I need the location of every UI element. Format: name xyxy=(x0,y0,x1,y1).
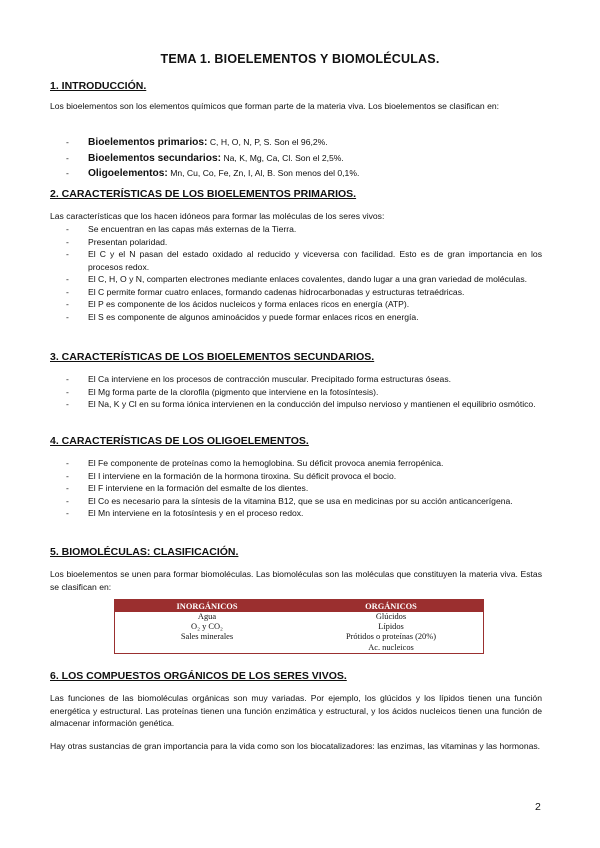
table-header-inorganic: INORGÁNICOS xyxy=(115,600,300,613)
table-header-organic: ORGÁNICOS xyxy=(299,600,484,613)
biomoleculas-intro: Los bioelementos se unen para formar biomoléculas. Las biomoléculas son las moléculas que constituyen la materia viva. Estas se clasifican en: xyxy=(50,569,542,592)
list-item: - El Mg forma parte de la clorofila (pigmento que interviene en la fotosíntesis). xyxy=(66,386,542,399)
primarios-intro: Las características que los hacen idóneos para formar las moléculas de los seres vivos: xyxy=(50,211,385,221)
document-title: TEMA 1. BIOELEMENTOS Y BIOMOLÉCULAS. xyxy=(160,52,440,66)
classification-table xyxy=(114,599,484,654)
heading-biomoleculas: 5. BIOMOLÉCULAS: CLASIFICACIÓN. xyxy=(50,546,239,558)
list-item: - Se encuentran en las capas más externas de la Tierra. xyxy=(66,223,542,236)
table-cell: Lípidos xyxy=(378,622,404,632)
table-cell: Agua xyxy=(197,612,217,621)
oligoelementos-list xyxy=(66,457,542,520)
list-item: - El Co es necesario para la síntesis de la vitamina B12, que se usa en medicinas por su acción anticancerígena. xyxy=(66,495,542,508)
table-cell: Sales minerales xyxy=(180,632,234,642)
bioelement-classes-list xyxy=(66,135,542,182)
heading-primarios: 2. CARACTERÍSTICAS DE LOS BIOELEMENTOS PRIMARIOS. xyxy=(50,188,357,200)
compuestos-paragraph-2: Hay otras sustancias de gran importancia para la vida como son los biocatalizadores: las enzimas, las vitaminas y las hormonas. xyxy=(50,741,541,751)
list-item: - El Na, K y Cl en su forma iónica intervienen en la conducción del impulso nervioso y mantienen el equilibrio osmótico. xyxy=(66,398,542,411)
table-cell: Glúcidos xyxy=(375,612,407,621)
organic-column xyxy=(299,612,484,653)
list-item: - El C y el N pasan del estado oxidado al reducido y viceversa con facilidad. Esto es de gran importancia en los procesos redox. xyxy=(66,248,542,273)
list-item: - El C permite formar cuatro enlaces, formando cadenas hidrocarbonadas y estructuras tetraédricas. xyxy=(66,286,542,299)
list-item: - El I interviene en la formación de la hormona tiroxina. Su déficit provoca el bocio. xyxy=(66,470,542,483)
table-cell: Prótidos o proteínas (20%) xyxy=(345,632,437,642)
intro-paragraph: Los bioelementos son los elementos químicos que forman parte de la materia viva. Los bioelementos se clasifican en: xyxy=(50,101,500,111)
heading-compuestos-organicos: 6. LOS COMPUESTOS ORGÁNICOS DE LOS SERES VIVOS. xyxy=(50,670,347,682)
primarios-list xyxy=(66,223,542,323)
list-item: - El Ca interviene en los procesos de contracción muscular. Precipitado forma estructuras óseas. xyxy=(66,373,542,386)
list-item: - El S es componente de algunos aminoácidos y puede formar enlaces ricos en energía. xyxy=(66,311,542,324)
list-item: - Oligoelementos: Mn, Cu, Co, Fe, Zn, I, Al, B. Son menos del 0,1%. xyxy=(66,166,542,182)
heading-introduccion: 1. INTRODUCCIÓN. xyxy=(50,80,147,92)
list-item: - El P es componente de los ácidos nucleicos y forma enlaces ricos en energía (ATP). xyxy=(66,298,542,311)
compuestos-paragraph-1: Las funciones de las biomoléculas orgánicas son muy variadas. Por ejemplo, los glúcidos y los lípidos tienen una función energética y estructural. Las proteínas tienen una función enzimática y estructural, y los ácidos nucleicos tienen una función de almacenar información genética. xyxy=(50,693,542,728)
list-item: - Presentan polaridad. xyxy=(66,236,542,249)
list-item: - El F interviene en la formación del esmalte de los dientes. xyxy=(66,482,542,495)
list-item: - Bioelementos primarios: C, H, O, N, P, S. Son el 96,2%. xyxy=(66,135,542,151)
page-number: 2 xyxy=(535,801,541,813)
inorganic-column xyxy=(115,612,300,653)
list-item: - El C, H, O y N, comparten electrones mediante enlaces covalentes, dando lugar a una gran variedad de moléculas. xyxy=(66,273,542,286)
list-item: - El Fe componente de proteínas como la hemoglobina. Su déficit provoca anemia ferropénica. xyxy=(66,457,542,470)
list-item: - El Mn interviene en la fotosíntesis y en el proceso redox. xyxy=(66,507,542,520)
table-cell: Ac. nucleicos xyxy=(368,642,414,652)
heading-secundarios: 3. CARACTERÍSTICAS DE LOS BIOELEMENTOS SECUNDARIOS. xyxy=(50,351,375,363)
secundarios-list xyxy=(66,373,542,411)
heading-oligoelementos: 4. CARACTERÍSTICAS DE LOS OLIGOELEMENTOS. xyxy=(50,435,309,447)
list-item: - Bioelementos secundarios: Na, K, Mg, Ca, Cl. Son el 2,5%. xyxy=(66,151,542,167)
table-cell: O₂ y CO₂ xyxy=(191,622,223,632)
